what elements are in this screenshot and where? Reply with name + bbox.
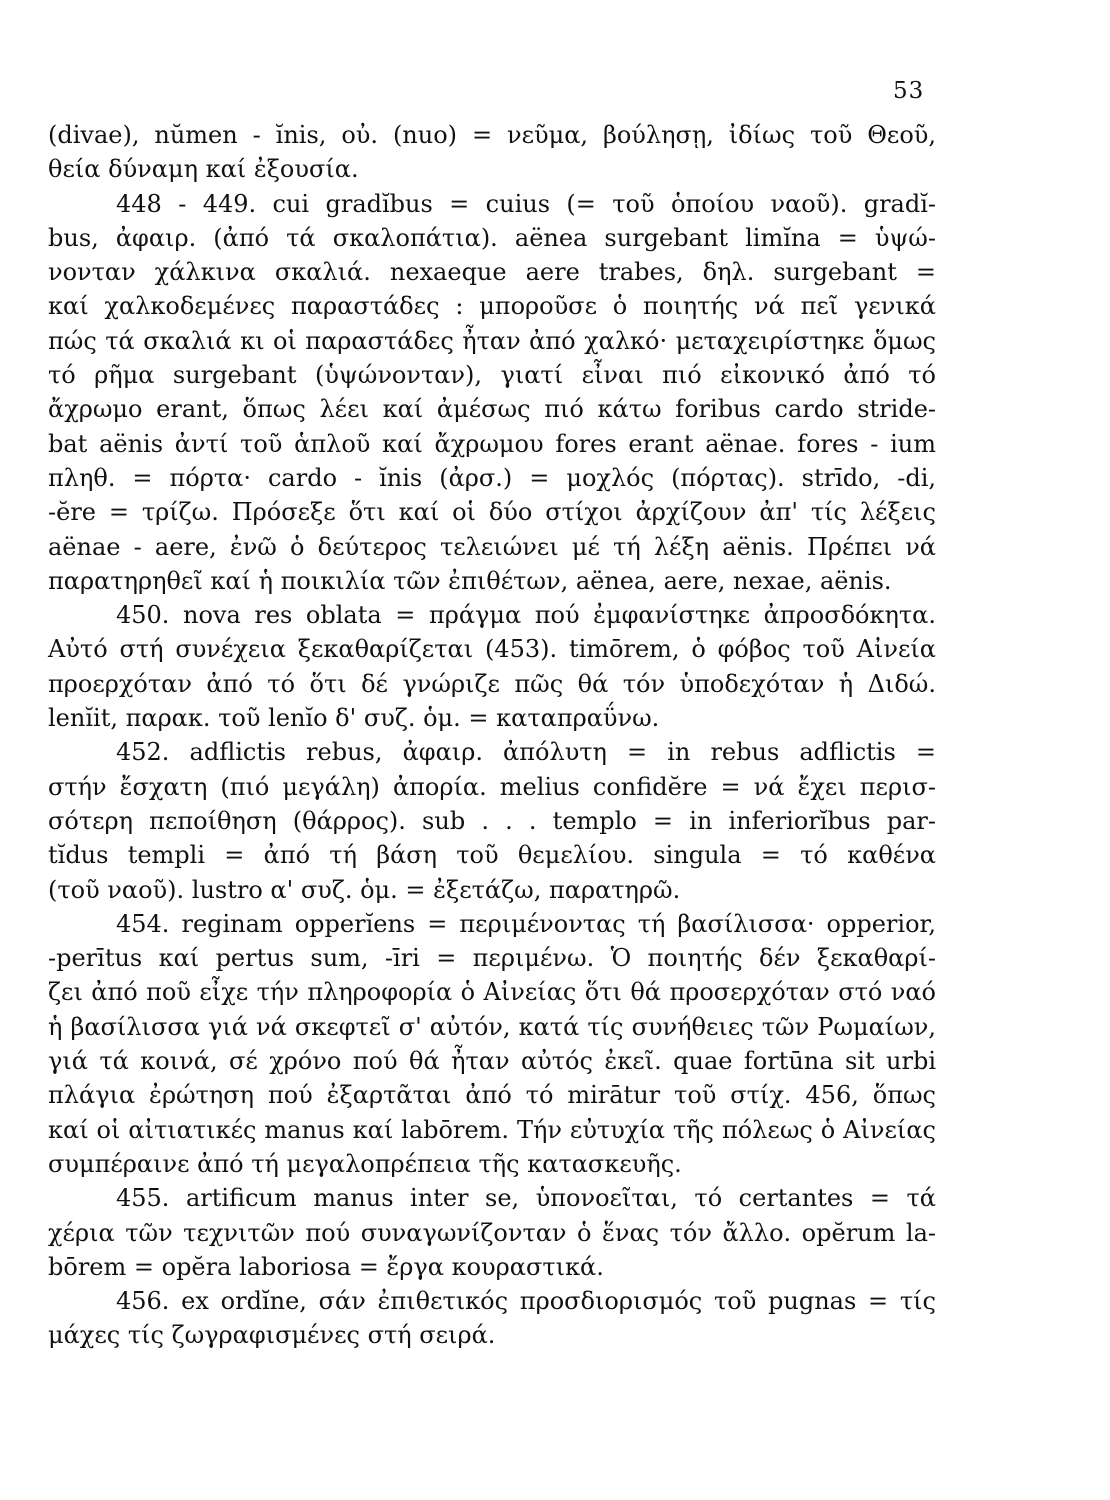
text-line: 448 - 449. cui gradĭbus = cuius (= τοῦ ὁποίου ναοῦ). gradĭ-: [116, 189, 936, 218]
text-line: tĭdus templi = ἀπό τή βάση τοῦ θεμελίου. singula = τό καθένα: [48, 841, 936, 870]
text-line: 452. adflictis rebus, ἀφαιρ. ἀπόλυτη = in rebus adflictis =: [116, 738, 936, 767]
text-line: 455. artificum manus inter se, ὑπονοεῖται, τό certantes = τά: [116, 1184, 936, 1213]
text-line: καί χαλκοδεμένες παραστάδες : μποροῦσε ὁ ποιητής νά πεῖ γενικά: [48, 292, 936, 321]
text-line: προερχόταν ἀπό τό ὅτι δέ γνώριζε πῶς θά τόν ὑποδεχόταν ἡ Διδώ.: [48, 669, 936, 698]
text-line: 456. ex ordĭne, σάν ἐπιθετικός προσδιορισμός τοῦ pugnas = τίς: [116, 1287, 936, 1316]
text-line: bat aënis ἀντί τοῦ ἁπλοῦ καί ἄχρωμου fores erant aënae. fores - ium: [48, 429, 936, 458]
text-line: 450. nova res oblata = πράγμα πού ἐμφανίστηκε ἀπροσδόκητα.: [116, 601, 936, 630]
text-line: bus, ἀφαιρ. (ἀπό τά σκαλοπάτια). aënea surgebant limĭna = ὑψώ-: [48, 223, 936, 252]
text-line: στήν ἔσχατη (πιό μεγάλη) ἀπορία. melius confidĕre = νά ἔχει περισ-: [48, 772, 936, 801]
text-line: πώς τά σκαλιά κι οἱ παραστάδες ἦταν ἀπό χαλκό· μεταχειρίστηκε ὅμως: [48, 326, 936, 355]
text-line: (divae), nŭmen - ĭnis, οὐ. (nuo) = νεῦμα, βούλησῃ, ἰδίως τοῦ Θεοῦ,: [48, 121, 936, 149]
text-line: Αὐτό στή συνέχεια ξεκαθαρίζεται (453). timōrem, ὁ φόβος τοῦ Αἰνεία: [48, 635, 936, 664]
text-line: τό ρῆμα surgebant (ὑψώνονταν), γιατί εἶναι πιό εἰκονικό ἀπό τό: [48, 361, 936, 390]
text-line: γιά τά κοινά, σέ χρόνο πού θά ἦταν αὐτός ἐκεῖ. quae fortūna sit urbi: [48, 1047, 936, 1076]
page-number: 53: [893, 78, 925, 104]
text-line: συμπέραινε ἀπό τή μεγαλοπρέπεια τῆς κατασκευῆς.: [48, 1149, 682, 1178]
commentary-text: [48, 118, 936, 1353]
text-line: μάχες τίς ζωγραφισμένες στή σειρά.: [48, 1321, 496, 1350]
text-line: -ĕre = τρίζω. Πρόσεξε ὅτι καί οἱ δύο στίχοι ἀρχίζουν ἀπ' τίς λέξεις: [48, 498, 936, 527]
text-line: (τοῦ ναοῦ). lustro α' συζ. ὁμ. = ἐξετάζω, παρατηρῶ.: [48, 875, 681, 904]
text-line: ἄχρωμο erant, ὅπως λέει καί ἀμέσως πιό κάτω foribus cardo stride-: [48, 395, 936, 424]
text-line: πλάγια ἐρώτηση πού ἐξαρτᾶται ἀπό τό mirātur τοῦ στίχ. 456, ὅπως: [48, 1081, 936, 1110]
text-line: σότερη πεποίθηση (θάρρος). sub . . . templo = in inferiorĭbus par-: [48, 806, 936, 835]
text-line: παρατηρηθεῖ καί ἡ ποικιλία τῶν ἐπιθέτων, aënea, aere, nexae, aënis.: [48, 566, 892, 595]
text-line: πληθ. = πόρτα· cardo - ĭnis (ἀρσ.) = μοχλός (πόρτας). strīdo, -di,: [48, 463, 936, 492]
text-line: bōrem = opĕra laboriosa = ἔργα κουραστικά.: [48, 1252, 604, 1281]
text-line: ζει ἀπό ποῦ εἶχε τήν πληροφορία ὁ Αἰνείας ὅτι θά προσερχόταν στό ναό: [48, 978, 936, 1007]
text-line: lenĭit, παρακ. τοῦ lenĭo δ' συζ. ὁμ. = καταπραΰνω.: [48, 704, 660, 733]
text-line: καί οἱ αἰτιατικές manus καί labōrem. Τήν εὐτυχία τῆς πόλεως ὁ Αἰνείας: [48, 1115, 936, 1144]
text-line: 454. reginam opperĭens = περιμένοντας τή βασίλισσα· opperior,: [116, 909, 936, 938]
text-line: χέρια τῶν τεχνιτῶν πού συναγωνίζονταν ὁ ἕνας τόν ἄλλο. opĕrum la-: [48, 1218, 936, 1247]
text-line: ἡ βασίλισσα γιά νά σκεφτεῖ σ' αὐτόν, κατά τίς συνήθειες τῶν Ρωμαίων,: [48, 1012, 936, 1041]
text-line: νονταν χάλκινα σκαλιά. nexaeque aere trabes, δηλ. surgebant =: [48, 258, 936, 287]
text-line: θεία δύναμη καί ἐξουσία.: [48, 155, 359, 184]
text-line: -perītus καί pertus sum, -īri = περιμένω. Ὁ ποιητής δέν ξεκαθαρί-: [48, 944, 936, 973]
text-line: aënae - aere, ἐνῶ ὁ δεύτερος τελειώνει μέ τή λέξη aënis. Πρέπει νά: [48, 532, 936, 561]
